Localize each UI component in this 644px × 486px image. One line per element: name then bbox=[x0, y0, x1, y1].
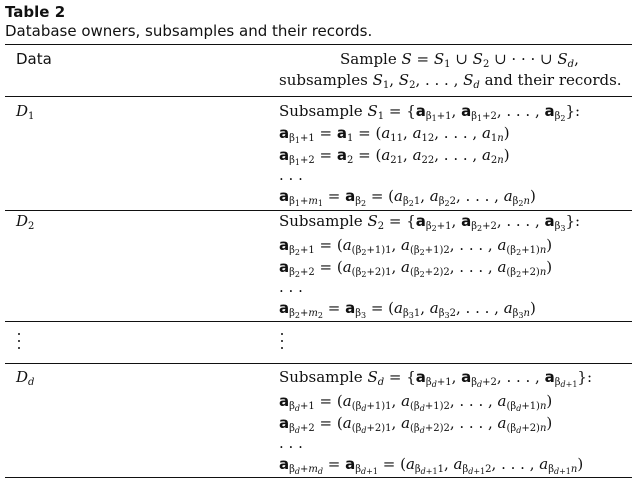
row-label-d1: $D_1$ bbox=[16, 102, 35, 122]
header-data: Data bbox=[16, 50, 52, 68]
row-label-d2: $D_2$ bbox=[16, 212, 35, 232]
vertical-ellipsis-right bbox=[281, 333, 285, 354]
d1-line-2: $a_{\beta_1+1} = a_1 = (a_{11}$, $a_{12}$, . . . , $a_{1n}$) bbox=[279, 124, 510, 145]
header-sample-line: Sample $S = S_1$ ∪ $S_2$ ∪ · · · ∪ $S_d$, bbox=[340, 50, 579, 70]
vertical-ellipsis-left bbox=[18, 333, 22, 354]
d1-line-1: Subsample $S_1 = \{a_{\beta_1+1}$, $a_{\beta_1+2}$, . . . , $a_{\beta_2}$}: bbox=[279, 102, 581, 123]
row-rule-2 bbox=[5, 321, 632, 322]
row-rule-3 bbox=[5, 363, 632, 364]
header-rule bbox=[5, 96, 632, 97]
table-label: Table 2 bbox=[5, 3, 66, 21]
d1-line-5: $a_{\beta_1+m_1} = a_{\beta_2} = (a_{\beta_21}$, $a_{\beta_22}$, . . . , $a_{\beta_2n}$) bbox=[279, 187, 536, 208]
row-label-dd: $D_d$ bbox=[16, 368, 35, 388]
d2-line-5: $a_{\beta_2+m_2} = a_{\beta_3} = (a_{\beta_31}$, $a_{\beta_32}$, . . . , $a_{\beta_3n}$) bbox=[279, 299, 536, 320]
dd-line-1: Subsample $S_d = \{a_{\beta_d+1}$, $a_{\beta_d+2}$, . . . , $a_{\beta_{d+1}}$}: bbox=[279, 368, 593, 389]
dd-line-5: $a_{\beta_d+m_d} = a_{\beta_{d+1}} = (a_{\beta_{d+1}1}$, $a_{\beta_{d+1}2}$, . . . , $a_{\beta_{d+1}n}$) bbox=[279, 455, 584, 476]
top-rule bbox=[5, 44, 632, 45]
d2-line-1: Subsample $S_2 = \{a_{\beta_2+1}$, $a_{\beta_2+2}$, . . . , $a_{\beta_3}$}: bbox=[279, 212, 581, 233]
d1-line-4: . . . bbox=[279, 166, 303, 184]
row-rule-1 bbox=[5, 210, 632, 211]
d1-line-3: $a_{\beta_1+2} = a_2 = (a_{21}$, $a_{22}$, . . . , $a_{2n}$) bbox=[279, 146, 510, 167]
dd-line-2: $a_{\beta_d+1} = (a_{(\beta_d+1)1}$, $a_{(\beta_d+1)2}$, . . . , $a_{(\beta_d+1)n}$) bbox=[279, 392, 553, 413]
d2-line-4: . . . bbox=[279, 278, 303, 296]
table-caption: Database owners, subsamples and their records. bbox=[5, 22, 373, 40]
bottom-rule bbox=[5, 477, 632, 478]
d2-line-2: $a_{\beta_2+1} = (a_{(\beta_2+1)1}$, $a_{(\beta_2+1)2}$, . . . , $a_{(\beta_2+1)n}$) bbox=[279, 236, 553, 257]
header-subsamples-line: subsamples $S_1$, $S_2$, . . . , $S_d$ and their records. bbox=[279, 71, 622, 91]
d2-line-3: $a_{\beta_2+2} = (a_{(\beta_2+2)1}$, $a_{(\beta_2+2)2}$, . . . , $a_{(\beta_2+2)n}$) bbox=[279, 258, 553, 279]
dd-line-4: . . . bbox=[279, 434, 303, 452]
dd-line-3: $a_{\beta_d+2} = (a_{(\beta_d+2)1}$, $a_{(\beta_d+2)2}$, . . . , $a_{(\beta_d+2)n}$) bbox=[279, 414, 553, 435]
